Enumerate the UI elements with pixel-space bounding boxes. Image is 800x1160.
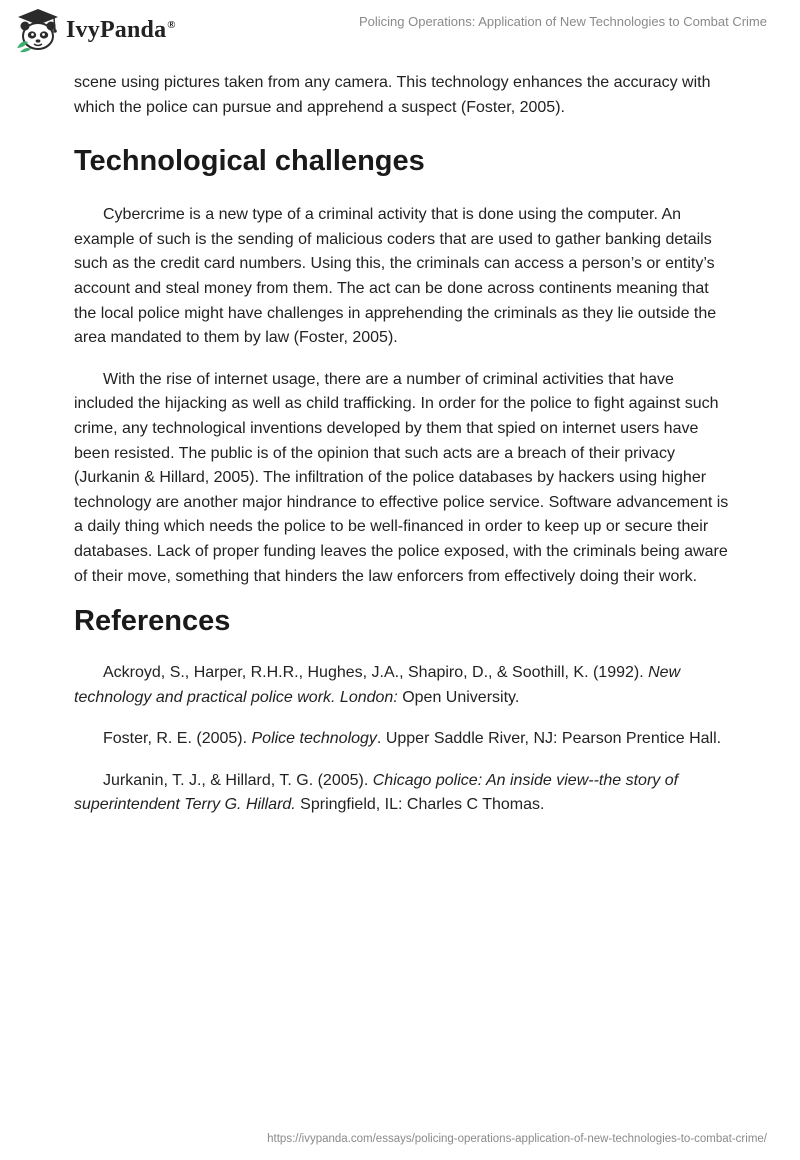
reference-entry: Jurkanin, T. J., & Hillard, T. G. (2005). Chicago police: An inside view--the story of superintendent Terry G. Hillard. Springfield, IL: Charles C Thomas. (74, 771, 679, 814)
reference-title: Police technology (251, 730, 377, 748)
brand-name: IvyPanda® (66, 16, 176, 43)
reference-title: New technology and practical police work. London: (74, 664, 681, 706)
panda-graduate-icon (14, 6, 62, 54)
reference-title: Chicago police: An inside view--the story of superintendent Terry G. Hillard. (74, 771, 679, 814)
section-heading-challenges: Technological challenges (74, 145, 425, 178)
paragraph: With the rise of internet usage, there are a number of criminal activities that have included the hijacking as well as child trafficking. In order for the police to fight against such crime, any technological inventions developed by them that spied on internet users have been resisted. The public is of the opinion that such acts are a breach of their privacy (Jurkanin & Hillard, 2005). The infiltration of the police databases by hackers using higher technology are another major hindrance to effective police service. Software advancement is a daily thing which needs the police to be well-financed in order to keep up or secure their databases. Lack of proper funding leaves the police exposed, with the criminals being aware of their move, something that hinders the law enforcers from effectively doing their work. (74, 370, 729, 585)
continued-paragraph: scene using pictures taken from any camera. This technology enhances the accuracy with which the police can pursue and apprehend a suspect (Foster, 2005). (74, 74, 711, 116)
paragraph: Cybercrime is a new type of a criminal activity that is done using the computer. An example of such is the sending of malicious coders that are used to gather banking details such as the credit card numbers. Using this, the criminals can access a person’s or entity’s account and steal money from them. The act can be done across continents meaning that the local police might have challenges in apprehending the criminals as they lie outside the area mandated to them by law (Foster, 2005). (74, 206, 717, 347)
document-title: Policing Operations: Application of New Technologies to Combat Crime (358, 14, 767, 29)
section-heading-references: References (74, 605, 231, 638)
reference-entry: Ackroyd, S., Harper, R.H.R., Hughes, J.A., Shapiro, D., & Soothill, K. (1992). New technology and practical police work. London: Open University. (74, 664, 681, 706)
essay-body (74, 71, 734, 835)
source-url-link[interactable]: https://ivypanda.com/essays/policing-operations-application-of-new-technologies-to-combat-crime/ (267, 1133, 767, 1145)
reference-entry: Foster, R. E. (2005). Police technology. Upper Saddle River, NJ: Pearson Prentice Hall. (103, 730, 722, 748)
page-header (0, 0, 800, 70)
registered-mark: ® (167, 18, 176, 31)
ivypanda-logo[interactable] (14, 6, 176, 54)
